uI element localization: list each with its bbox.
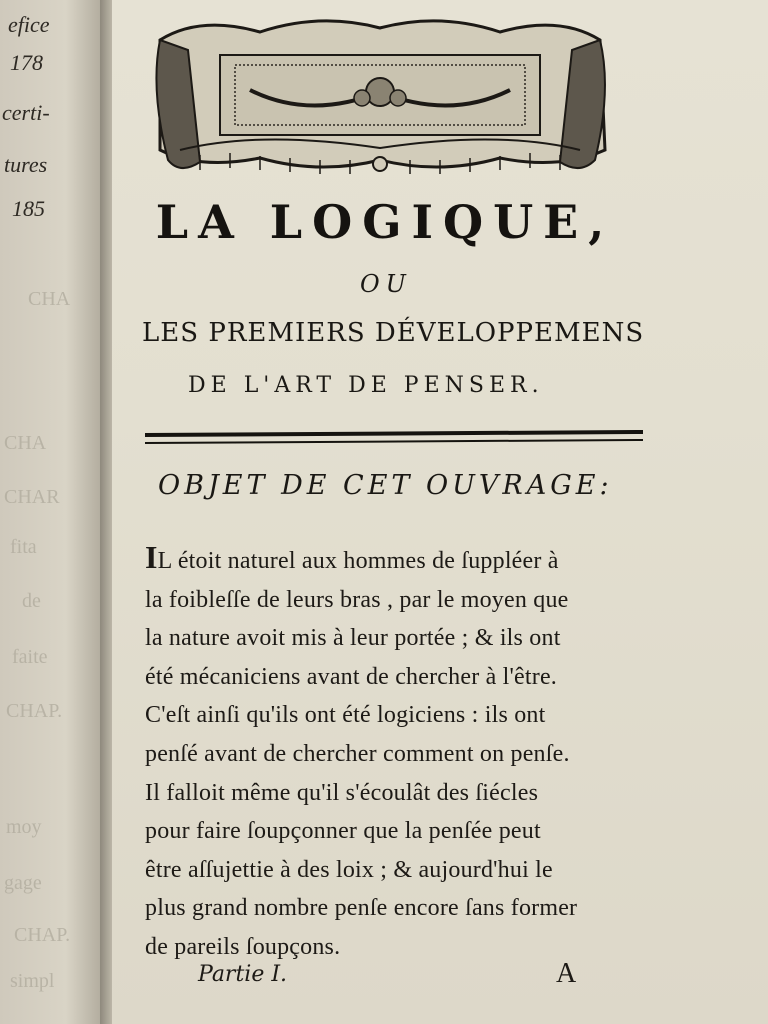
bleed-text: fita xyxy=(10,536,37,558)
text-line: été mécaniciens avant de chercher à l'être. xyxy=(145,663,558,690)
subtitle-line-2: DE L'ART DE PENSER. xyxy=(188,373,544,398)
body-paragraph xyxy=(145,538,665,967)
margin-note: certi- xyxy=(2,100,50,125)
text-line: Il falloit même qu'il s'écoulât des ſiécles xyxy=(145,779,539,806)
bleed-text: CHAP. xyxy=(14,924,71,946)
bleed-text: CHAR xyxy=(4,486,60,508)
bleed-text: CHA xyxy=(4,432,47,454)
bleed-text: CHAP. xyxy=(6,700,63,722)
text-line: de pareils ſoupçons. xyxy=(145,933,341,960)
margin-note: efice xyxy=(8,12,50,37)
text-line: penſé avant de chercher comment on penſe. xyxy=(145,740,570,767)
left-page xyxy=(0,0,110,1024)
book-title: LA LOGIQUE, xyxy=(155,195,615,249)
text-line: la foibleſſe de leurs bras , par le moyen que xyxy=(145,586,569,613)
bleed-text: gage xyxy=(4,872,42,894)
bleed-text: simpl xyxy=(10,970,55,992)
bleed-text: faite xyxy=(12,646,48,668)
bleed-text: de xyxy=(22,590,41,612)
double-rule-divider xyxy=(145,430,643,450)
text-line: plus grand nombre penſe encore ſans former xyxy=(145,895,578,922)
text-line xyxy=(145,538,665,581)
margin-note: 178 xyxy=(10,50,43,75)
subtitle-line-1: LES PREMIERS DÉVELOPPEMENS xyxy=(142,318,645,348)
text-line: la nature avoit mis à leur portée ; & ils ont xyxy=(145,625,561,652)
text-line: être aſſujettie à des loix ; & aujourd'hui le xyxy=(145,856,553,883)
margin-note: tures xyxy=(4,152,48,177)
text-line-content: L étoit naturel aux hommes de ſuppléer à xyxy=(157,548,559,574)
text-line: pour faire ſoupçonner que la penſée peut xyxy=(145,818,541,845)
bleed-text: CHA xyxy=(28,288,71,310)
section-heading: OBJET DE CET OUVRAGE: xyxy=(158,470,613,501)
signature-mark: A xyxy=(556,958,577,989)
header-ornament-engraving xyxy=(140,10,620,180)
bleed-text: moy xyxy=(6,816,42,838)
title-conjunction: OU xyxy=(360,270,412,298)
margin-note: 185 xyxy=(12,196,45,221)
drop-cap: I xyxy=(145,539,158,575)
text-line: C'eſt ainſi qu'ils ont été logiciens : ils ont xyxy=(145,702,546,729)
printer-signature: Partie I. xyxy=(198,962,288,987)
